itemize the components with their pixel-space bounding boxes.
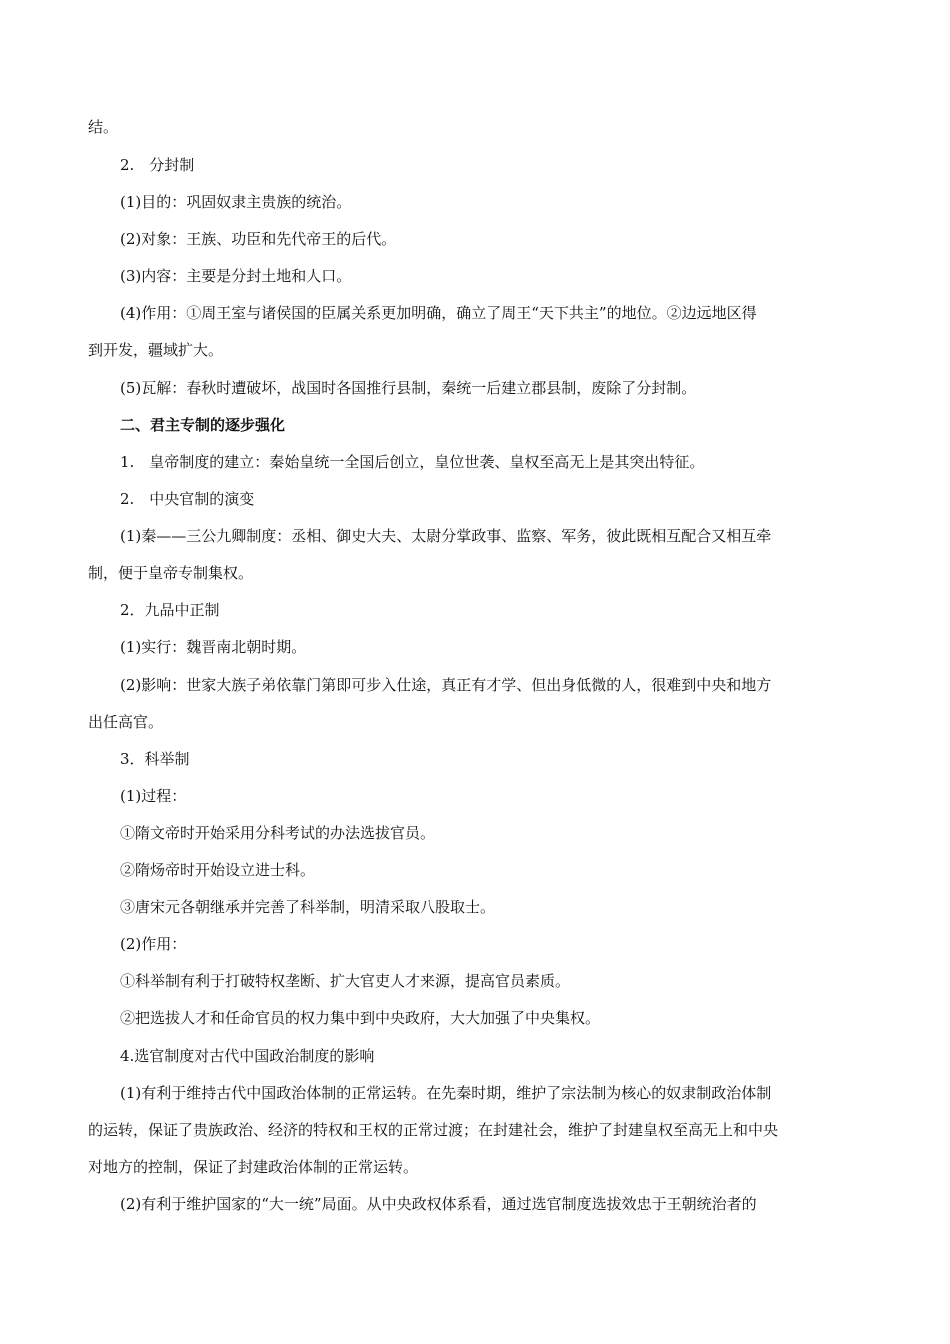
- paragraph-line: (1)目的：巩固奴隶主贵族的统治。: [120, 193, 352, 211]
- paragraph-line: 的运转，保证了贵族政治、经济的特权和王权的正常过渡；在封建社会，维护了封建皇权至高无上和中央: [88, 1121, 779, 1139]
- paragraph-line: (1)实行：魏晋南北朝时期。: [120, 638, 307, 656]
- paragraph-line: 到开发，疆域扩大。: [88, 341, 224, 359]
- paragraph-line: (1)过程：: [120, 787, 187, 805]
- paragraph-line: (2)有利于维护国家的“大一统”局面。从中央政权体系看，通过选官制度选拔效忠于王朝统治者的: [120, 1195, 757, 1213]
- paragraph-line: (2)对象：王族、功臣和先代帝王的后代。: [120, 230, 397, 248]
- list-item: ③唐宋元各朝继承并完善了科举制，明清采取八股取士。: [120, 898, 496, 916]
- paragraph-line: (5)瓦解：春秋时遭破坏，战国时各国推行县制，秦统一后建立郡县制，废除了分封制。: [120, 379, 697, 397]
- list-item: ①科举制有利于打破特权垄断、扩大官吏人才来源，提高官员素质。: [120, 972, 571, 990]
- section-heading: 2. 分封制: [120, 156, 195, 174]
- section-heading: 3．科举制: [120, 750, 190, 768]
- paragraph-line: 出任高官。: [88, 713, 164, 731]
- paragraph-line: (1)秦——三公九卿制度：丞相、御史大夫、太尉分掌政事、监察、军务，彼此既相互配合又相互牵: [120, 527, 772, 545]
- paragraph-line: (4)作用：①周王室与诸侯国的臣属关系更加明确，确立了周王“天下共主”的地位。②边远地区得: [120, 304, 757, 322]
- paragraph-line: 结。: [88, 118, 119, 136]
- chapter-heading: 二、君主专制的逐步强化: [120, 416, 286, 434]
- paragraph-line: (2)影响：世家大族子弟依靠门第即可步入仕途，真正有才学、但出身低微的人，很难到中央和地方: [120, 676, 772, 694]
- paragraph-line: (3)内容：主要是分封土地和人口。: [120, 267, 352, 285]
- paragraph-line: 对地方的控制，保证了封建政治体制的正常运转。: [88, 1158, 419, 1176]
- paragraph-line: (1)有利于维持古代中国政治体制的正常运转。在先秦时期，维护了宗法制为核心的奴隶制政治体制: [120, 1084, 772, 1102]
- section-heading: 4.选官制度对古代中国政治制度的影响: [120, 1047, 375, 1065]
- section-heading: 2. 中央官制的演变: [120, 490, 255, 508]
- paragraph-line: (2)作用：: [120, 935, 187, 953]
- list-item: ②隋炀帝时开始设立进士科。: [120, 861, 316, 879]
- section-heading: 2．九品中正制: [120, 601, 220, 619]
- paragraph-line: 制，便于皇帝专制集权。: [88, 564, 254, 582]
- list-item: ①隋文帝时开始采用分科考试的办法选拔官员。: [120, 824, 436, 842]
- paragraph-line: 1. 皇帝制度的建立：秦始皇统一全国后创立，皇位世袭、皇权至高无上是其突出特征。: [120, 453, 705, 471]
- list-item: ②把选拔人才和任命官员的权力集中到中央政府，大大加强了中央集权。: [120, 1009, 601, 1027]
